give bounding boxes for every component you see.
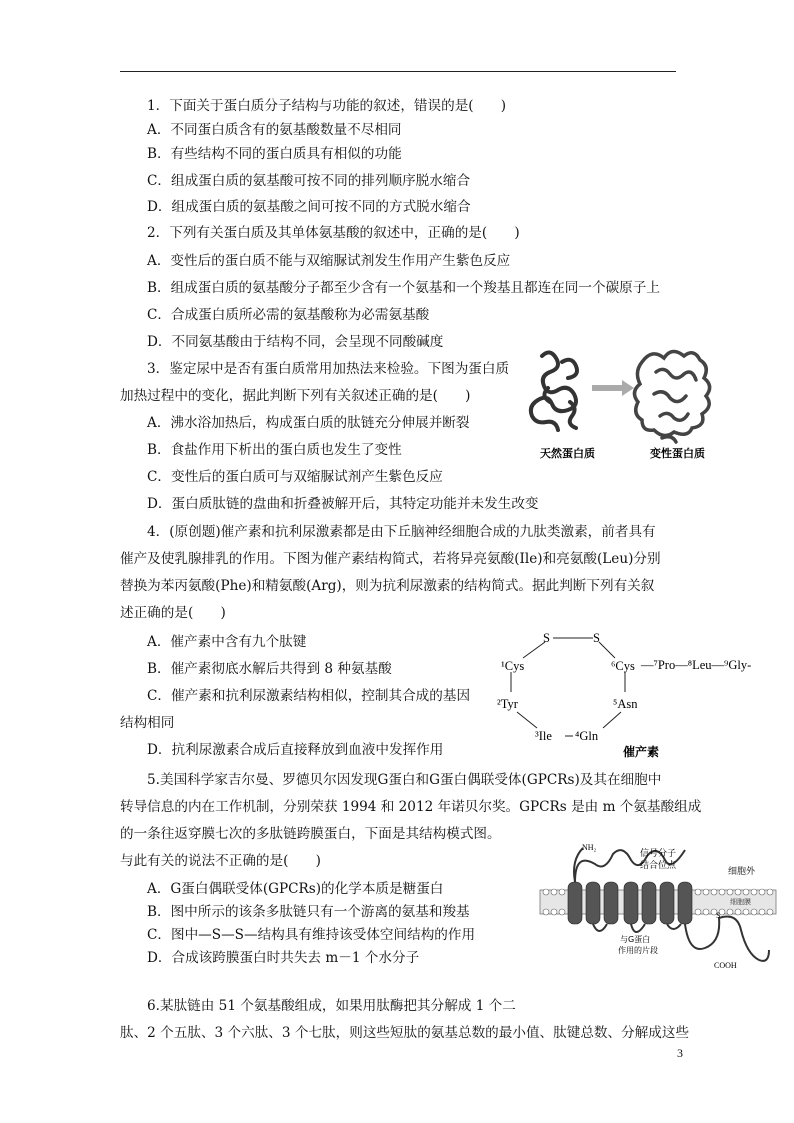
q5-option-a: A．G蛋白偶联受体(GPCRs)的化学本质是糖蛋白 xyxy=(147,881,444,897)
residue-cys-1: ¹Cys xyxy=(501,659,525,673)
q5-stem-line-2: 转导信息的内在工作机制，分别荣获 1994 和 2012 年诺贝尔奖。GPCRs 是由 m 个氨基酸组成 xyxy=(120,799,702,815)
q2-option-b: B．组成蛋白质的氨基酸分子都至少含有一个氨基和一个羧基且都连在同一个碳原子上 xyxy=(147,280,660,296)
q3-stem-line-2: 加热过程中的变化，据此判断下列有关叙述正确的是( ) xyxy=(120,388,471,404)
q1-option-c: C．组成蛋白质的氨基酸可按不同的排列顺序脱水缩合 xyxy=(147,173,471,189)
q2-option-c: C．合成蛋白质所必需的氨基酸称为必需氨基酸 xyxy=(147,307,430,323)
residue-tail: —⁷Pro—⁸Leu—⁹Gly- xyxy=(641,658,752,672)
residue-ile-3: ³Ile xyxy=(535,729,552,743)
arrow xyxy=(592,380,634,396)
q3-option-c: C．变性后的蛋白质可与双缩脲试剂产生紫色反应 xyxy=(147,469,443,485)
q2-stem: 2．下列有关蛋白质及其单体氨基酸的叙述中，正确的是( ) xyxy=(147,225,520,241)
native-protein-label: 天然蛋白质 xyxy=(540,447,595,460)
gpcr-structure-figure xyxy=(538,842,782,972)
denatured-protein-shape xyxy=(634,351,709,442)
s-label: S xyxy=(716,911,721,920)
disulfide-s-right: S xyxy=(593,631,600,645)
q5-stem-line-1: 5.美国科学家吉尔曼、罗德贝尔因发现G蛋白和G蛋白偶联受体(GPCRs)及其在细胞中 xyxy=(147,772,662,788)
protein-denaturation-figure xyxy=(522,342,722,462)
cooh-label: COOH xyxy=(714,961,737,970)
q1-stem: 1．下面关于蛋白质分子结构与功能的叙述，错误的是( ) xyxy=(147,98,507,114)
binding-site-label: 结合位点 xyxy=(640,861,677,871)
disulfide-s-left: S xyxy=(543,631,550,645)
residue-asn-5: ⁵Asn xyxy=(613,697,638,711)
q4-option-c-line-1: C．催产素和抗利尿激素结构相似，控制其合成的基因 xyxy=(147,688,471,704)
q5-option-c: C．图中—S—S—结构具有维持该受体空间结构的作用 xyxy=(147,927,476,943)
membrane-label: 细胞膜 xyxy=(730,898,751,906)
gprotein-fragment-label-2: 作用的片段 xyxy=(618,946,658,955)
q5-option-b: B．图中所示的该条多肽链只有一个游离的氨基和羧基 xyxy=(147,904,470,920)
q4-stem-line-2: 催产及使乳腺排乳的作用。下图为催产素结构简式，若将异亮氨酸(Ile)和亮氨酸(Leu)分别 xyxy=(120,551,661,567)
q4-option-c-line-2: 结构相同 xyxy=(120,715,175,731)
residue-tyr-2: ²Tyr xyxy=(497,697,518,711)
q3-option-a: A．沸水浴加热后，构成蛋白质的肽链充分伸展并断裂 xyxy=(147,415,470,431)
native-protein-shape xyxy=(531,352,577,430)
q5-option-d: D．合成该跨膜蛋白时共失去 m－1 个水分子 xyxy=(147,950,420,966)
q4-stem-line-3: 替换为苯丙氨酸(Phe)和精氨酸(Arg)，则为抗利尿激素的结构简式。据此判断下列有关叙 xyxy=(120,578,655,594)
q5-stem-line-3: 的一条往返穿膜七次的多肽链跨膜蛋白，下面是其结构模式图。 xyxy=(120,826,501,842)
q3-option-d: D．蛋白质肽链的盘曲和折叠被解开后，其特定功能并未发生改变 xyxy=(147,496,539,512)
extracellular-label: 细胞外 xyxy=(728,867,756,877)
page-number: 3 xyxy=(677,1046,683,1060)
nh2-label: NH₂ xyxy=(582,843,597,852)
q4-option-b: B．催产素彻底水解后共得到 8 种氨基酸 xyxy=(147,661,392,677)
header-rule xyxy=(120,71,676,72)
gprotein-fragment-label-1: 与G蛋白 xyxy=(620,935,651,944)
denatured-protein-label: 变性蛋白质 xyxy=(650,447,705,460)
q3-stem-line-1: 3．鉴定尿中是否有蛋白质常用加热法来检验。下图为蛋白质 xyxy=(147,361,510,377)
q6-stem-line-1: 6.某肽链由 51 个氨基酸组成，如果用肽酶把其分解成 1 个二 xyxy=(147,998,516,1014)
q1-option-d: D．组成蛋白质的氨基酸之间可按不同的方式脱水缩合 xyxy=(147,199,471,215)
helices xyxy=(568,882,692,924)
q2-option-d: D．不同氨基酸由于结构不同，会呈现不同酸碱度 xyxy=(147,334,444,350)
q5-stem-line-4: 与此有关的说法不正确的是( ) xyxy=(120,853,321,869)
q4-stem-line-4: 述正确的是( ) xyxy=(120,605,226,621)
q2-option-a: A．变性后的蛋白质不能与双缩脲试剂发生作用产生紫色反应 xyxy=(147,253,511,269)
residue-cys-6: ⁶Cys xyxy=(611,659,635,673)
q4-stem-line-1: 4．(原创题)催产素和抗利尿激素都是由下丘脑神经细胞合成的九肽类激素，前者具有 xyxy=(147,524,656,540)
oxytocin-structure-figure xyxy=(495,628,785,760)
q4-option-d: D．抗利尿激素合成后直接释放到血液中发挥作用 xyxy=(147,742,444,758)
q3-option-b: B．食盐作用下析出的蛋白质也发生了变性 xyxy=(147,442,402,458)
residue-gln-4: ⁴Gln xyxy=(575,729,599,743)
oxytocin-caption: 催产素 xyxy=(623,745,660,759)
signal-label: 信号分子 xyxy=(640,849,677,859)
q1-option-b: B．有些结构不同的蛋白质具有相似的功能 xyxy=(147,146,402,162)
q4-option-a: A．催产素中含有九个肽键 xyxy=(147,634,307,650)
q1-option-a: A．不同蛋白质含有的氨基酸数量不尽相同 xyxy=(147,122,402,138)
q6-stem-line-2: 肽、2 个五肽、3 个六肽、3 个七肽，则这些短肽的氨基总数的最小值、肽键总数、分解成这些 xyxy=(120,1025,690,1041)
